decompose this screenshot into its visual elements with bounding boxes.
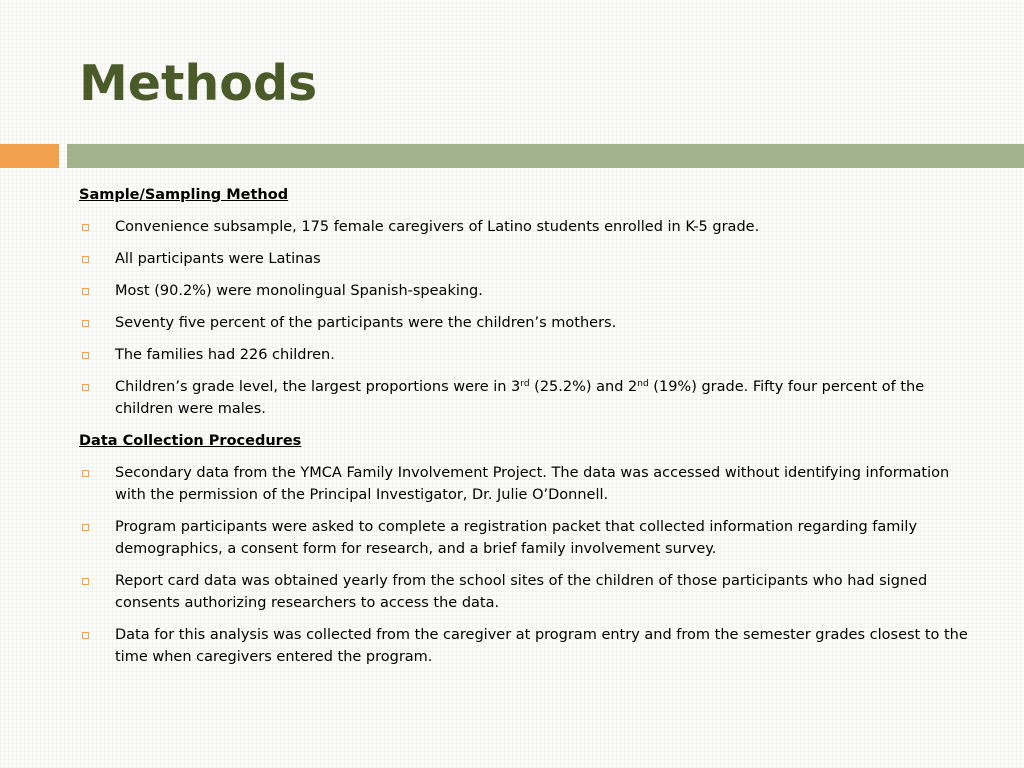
bullet-text: Data for this analysis was collected from the caregiver at program entry and from the semester grades closest to the time when caregivers entered the program. — [115, 627, 968, 665]
slide-title: Methods — [79, 55, 318, 112]
bullet-text: Report card data was obtained yearly from the school sites of the children of those participants who had signed consents authorizing researchers to access the data. — [115, 573, 928, 611]
orange-accent-bar — [0, 144, 59, 168]
bullet-item — [79, 570, 979, 614]
ordinal-suffix: rd — [520, 379, 530, 389]
section-heading-procedures: Data Collection Procedures — [79, 433, 302, 449]
bullet-item — [79, 624, 979, 668]
square-bullet-icon — [82, 524, 89, 531]
bullet-item — [79, 248, 979, 270]
bullet-text: Convenience subsample, 175 female caregivers of Latino students enrolled in K-5 grade. — [115, 219, 760, 235]
bullet-text: Most (90.2%) were monolingual Spanish-speaking. — [115, 283, 483, 299]
bullet-text: All participants were Latinas — [115, 251, 321, 267]
bullet-item — [79, 462, 979, 506]
bullet-item — [79, 216, 979, 238]
bullet-text: Program participants were asked to complete a registration packet that collected information regarding family demographics, a consent form for research, and a brief family involvement survey. — [115, 519, 918, 557]
bullet-text: Seventy five percent of the participants were the children’s mothers. — [115, 315, 617, 331]
section-heading-sample: Sample/Sampling Method — [79, 187, 289, 203]
text-segment: (19%) grade. Fifty four percent of the children were males. — [115, 379, 925, 417]
bullet-item — [79, 312, 979, 334]
square-bullet-icon — [82, 288, 89, 295]
bullet-item — [79, 516, 979, 560]
slide-content — [79, 184, 979, 678]
square-bullet-icon — [82, 384, 89, 391]
square-bullet-icon — [82, 632, 89, 639]
bullet-item — [79, 376, 979, 420]
text-segment: (25.2%) and 2 — [529, 379, 638, 395]
square-bullet-icon — [82, 256, 89, 263]
square-bullet-icon — [82, 320, 89, 327]
bullet-text-grade-level — [115, 376, 979, 420]
square-bullet-icon — [82, 470, 89, 477]
bullet-text: The families had 226 children. — [115, 347, 335, 363]
square-bullet-icon — [82, 352, 89, 359]
bullet-item — [79, 344, 979, 366]
square-bullet-icon — [82, 578, 89, 585]
green-accent-bar — [67, 144, 1024, 168]
text-segment: Children’s grade level, the largest proportions were in 3 — [115, 379, 521, 395]
ordinal-suffix: nd — [637, 379, 649, 389]
bullet-text: Secondary data from the YMCA Family Involvement Project. The data was accessed without identifying information with the permission of the Principal Investigator, Dr. Julie O’Donnell. — [115, 465, 950, 503]
bullet-item — [79, 280, 979, 302]
square-bullet-icon — [82, 224, 89, 231]
